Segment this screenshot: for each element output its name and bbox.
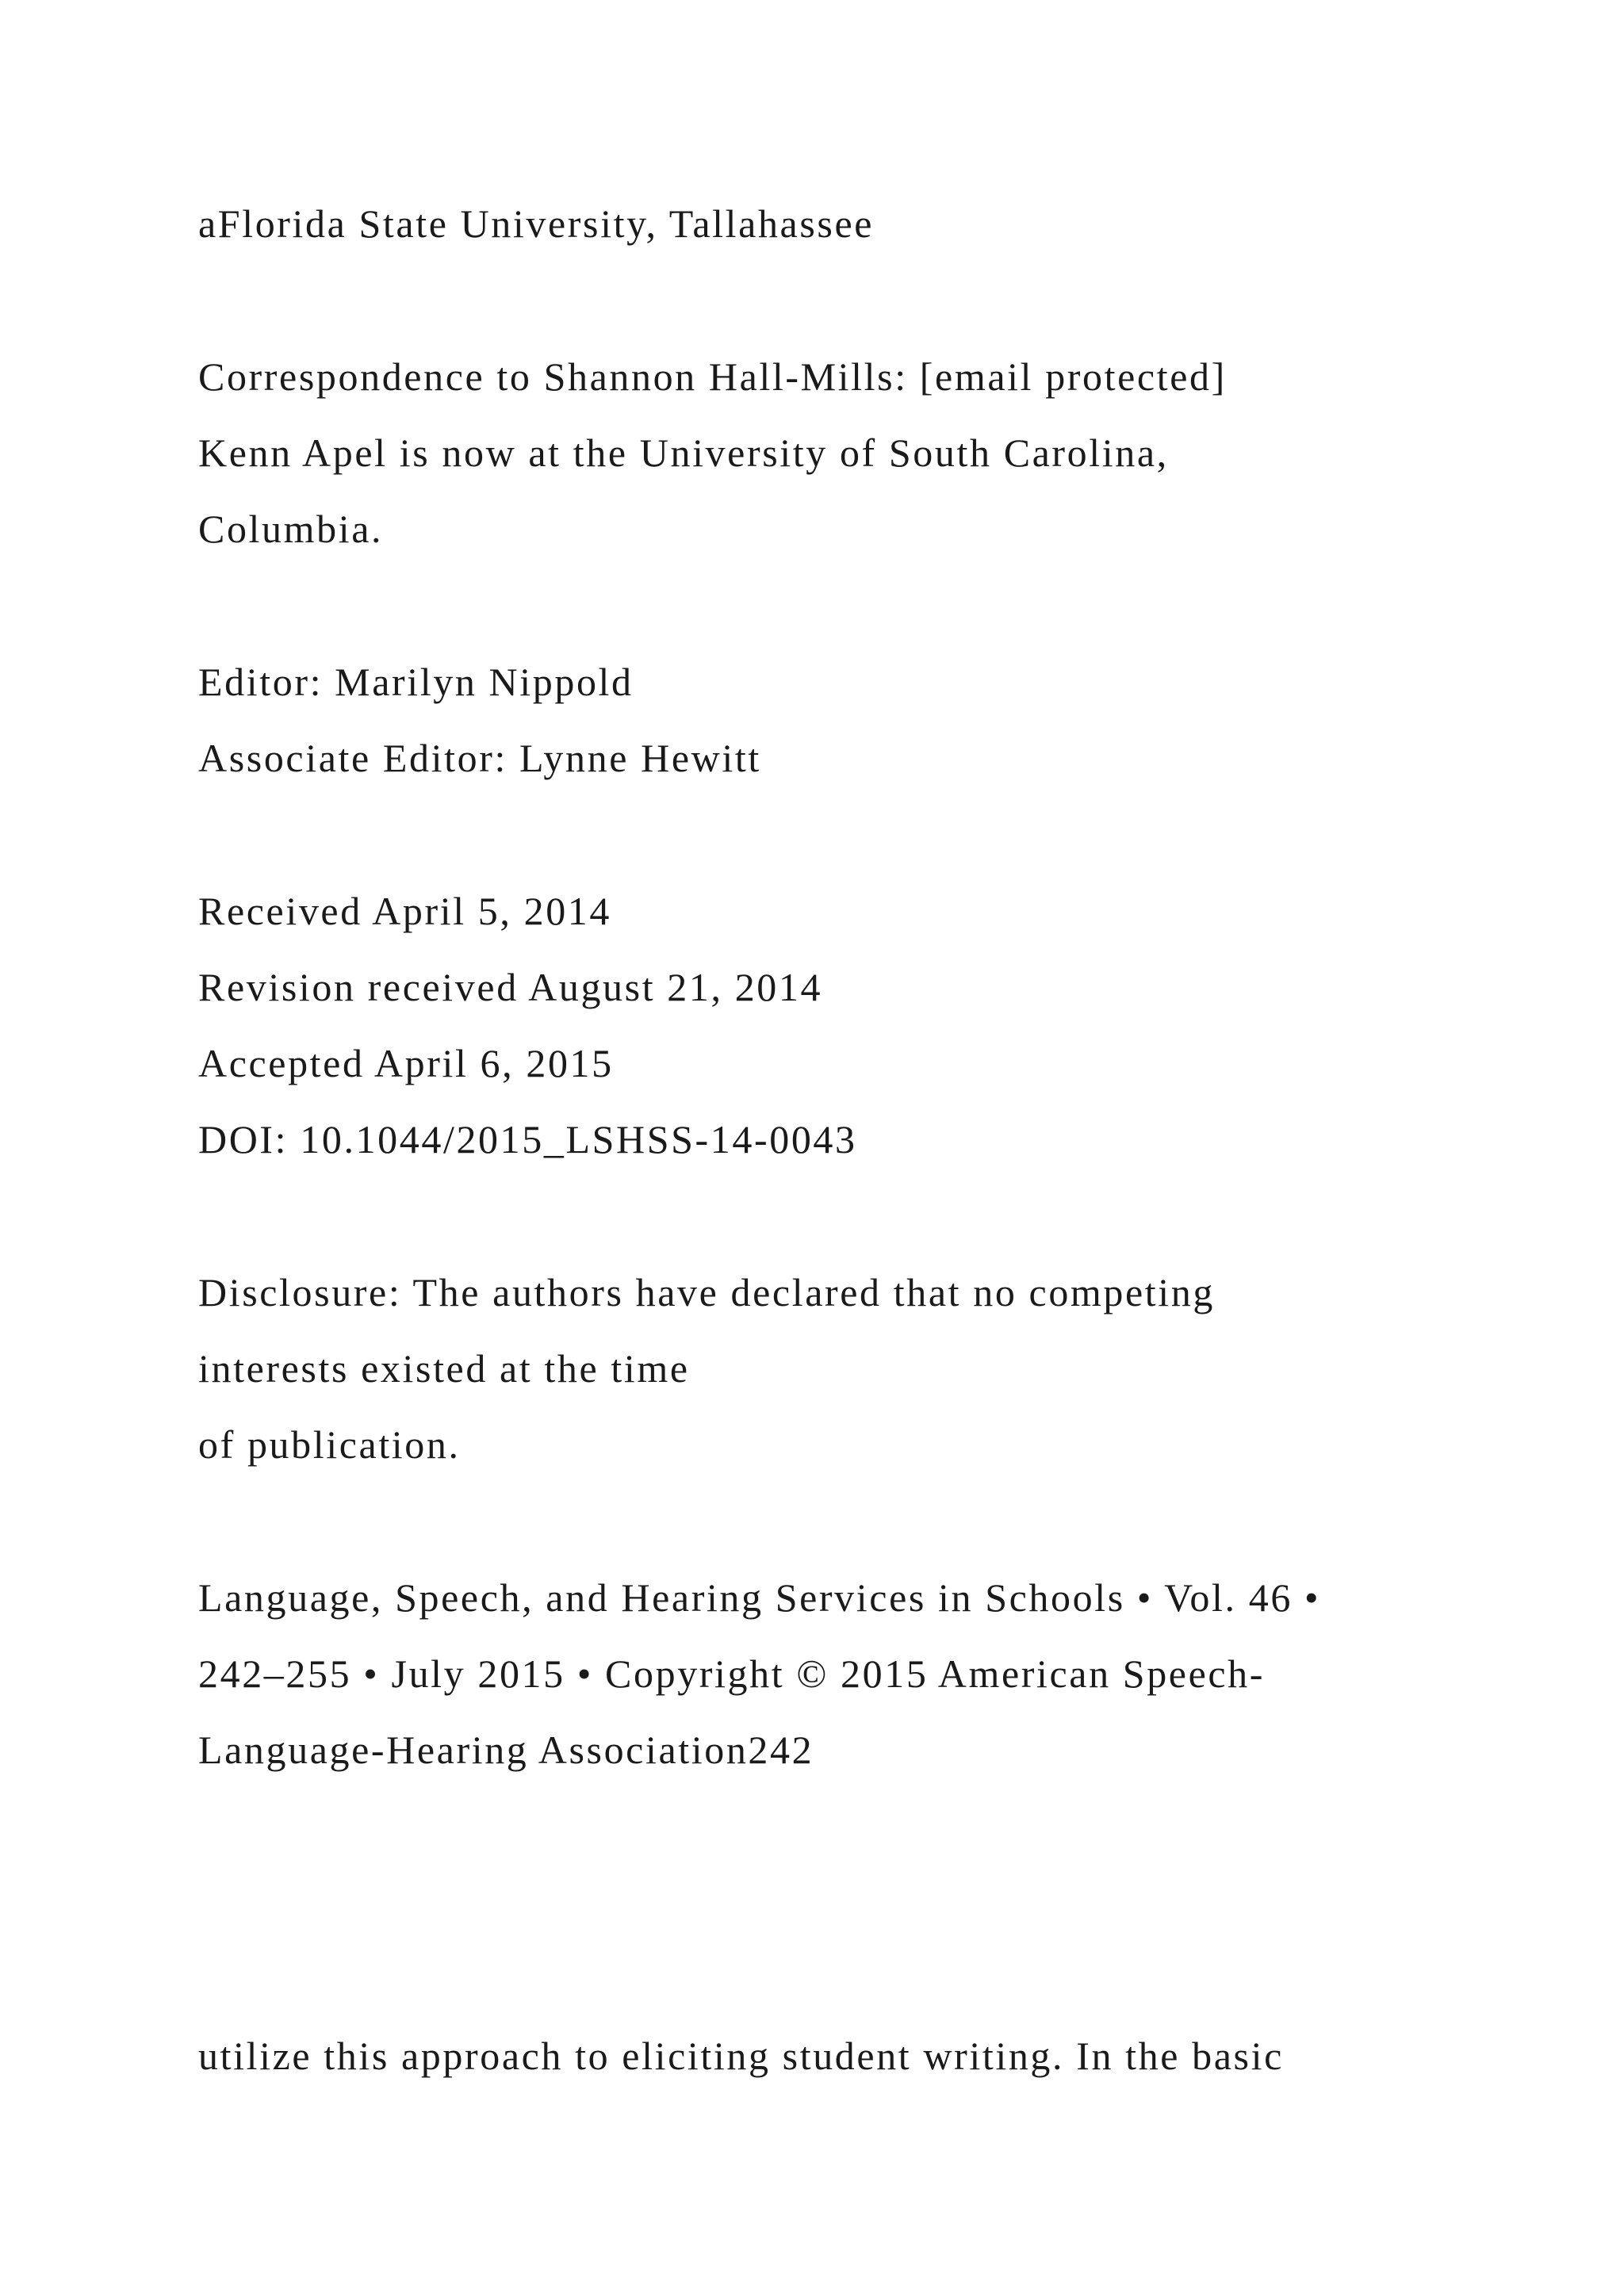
author-note-line: Columbia. xyxy=(198,507,384,551)
received-date: Received April 5, 2014 xyxy=(198,889,611,933)
body-text-line: utilize this approach to eliciting student writing. In the basic xyxy=(198,2034,1284,2078)
citation-line: Language, Speech, and Hearing Services in Schools • Vol. 46 • xyxy=(198,1575,1321,1620)
associate-editor-line: Associate Editor: Lynne Hewitt xyxy=(198,736,761,780)
citation-line: Language-Hearing Association242 xyxy=(198,1728,814,1772)
editor-line: Editor: Marilyn Nippold xyxy=(198,660,634,704)
disclosure-line: interests existed at the time xyxy=(198,1346,690,1391)
citation-line: 242–255 • July 2015 • Copyright © 2015 American Speech- xyxy=(198,1651,1266,1696)
disclosure-line: Disclosure: The authors have declared that no competing xyxy=(198,1270,1215,1314)
author-note-line: Kenn Apel is now at the University of South Carolina, xyxy=(198,430,1169,475)
accepted-date: Accepted April 6, 2015 xyxy=(198,1041,614,1085)
affiliation: aFlorida State University, Tallahassee xyxy=(198,201,875,246)
revision-date: Revision received August 21, 2014 xyxy=(198,965,823,1009)
doi-line: DOI: 10.1044/2015_LSHSS-14-0043 xyxy=(198,1117,857,1161)
disclosure-line: of publication. xyxy=(198,1422,461,1467)
correspondence-line: Correspondence to Shannon Hall-Mills: [email protected] xyxy=(198,354,1227,399)
